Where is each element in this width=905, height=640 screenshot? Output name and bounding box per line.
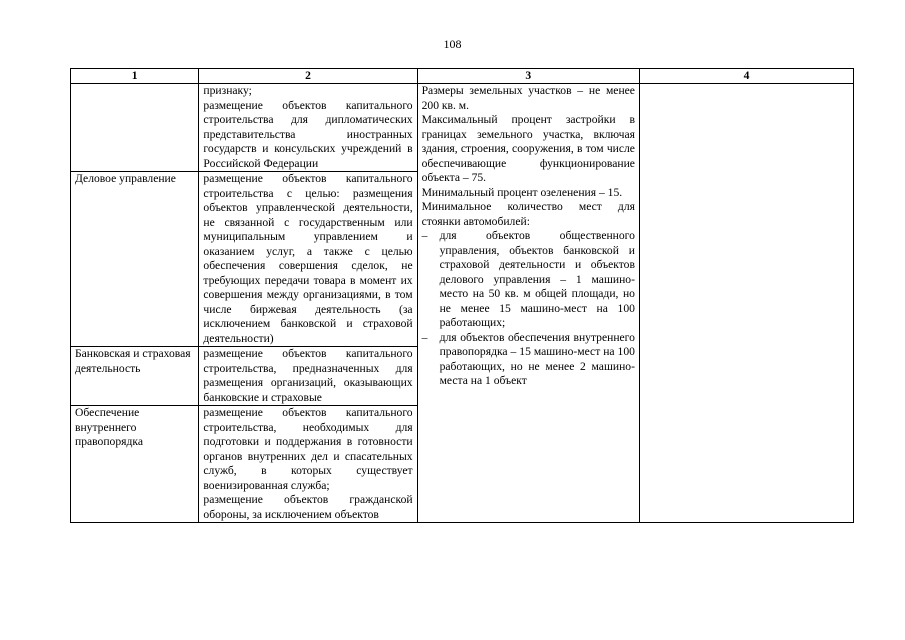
use-description-cell: размещение объектов капитального строительства, необходимых для подготовки и поддержания в готовности органов внутренних дел и спасательных служб, в которых существует военизированная служба; размещение объектов гражданской обороны, за исключением объектов [199,406,417,523]
list-item: – для объектов общественного управления, объектов банковской и страховой деятельности и объектов делового управления – 1 машино-место на 50 кв. м общей площади, но не менее 15 машино-мест на 100 работающих; [422,229,635,331]
table-header-row [71,69,854,84]
use-type-cell: Обеспечение внутреннего правопорядка [71,406,199,523]
use-type-cell: Деловое управление [71,172,199,347]
header-col-1: 1 [71,69,199,84]
use-description-cell: размещение объектов капитального строительства, предназначенных для размещения организаций, оказывающих банковские и страховые [199,347,417,406]
page-number: 108 [443,37,462,51]
table-row [71,84,854,172]
param-paragraph: Минимальный процент озеленения – 15. [421,185,623,199]
regulations-table [70,68,854,523]
use-type-cell: Банковская и страховая деятельность [71,347,199,406]
param-paragraph: Размеры земельных участков – не менее 200 кв. м. [421,84,635,112]
use-description-cell: размещение объектов капитального строительства с целью: размещения объектов управленческой деятельности, не связанной с государственным или муниципальным управлением и оказанием услуг, а также с целью обеспечения совершения сделок, не требующих передачи товара в момент их совершения между организациями, в том числе биржевая деятельность (за исключением банковской и страховой деятельности) [199,172,417,347]
parking-list [422,229,635,389]
param-paragraph: Минимальное количество мест для стоянки автомобилей: [421,200,635,228]
header-col-3: 3 [417,69,639,84]
restrictions-cell [639,84,853,523]
header-col-4: 4 [639,69,853,84]
use-description-cell: признаку; размещение объектов капитального строительства для дипломатических представительства иностранных государств и консульских учреждений в Российской Федерации [199,84,417,172]
use-type-cell [71,84,199,172]
param-paragraph: Максимальный процент застройки в границах земельного участка, включая здания, строения, сооружения, в том числе обеспечивающие функционирование объекта – 75. [421,113,635,184]
parameters-cell [417,84,639,523]
header-col-2: 2 [199,69,417,84]
list-item: – для объектов обеспечения внутреннего правопорядка – 15 машино-мест на 100 работающих, но не менее 2 машино-места на 1 объект [422,331,635,389]
